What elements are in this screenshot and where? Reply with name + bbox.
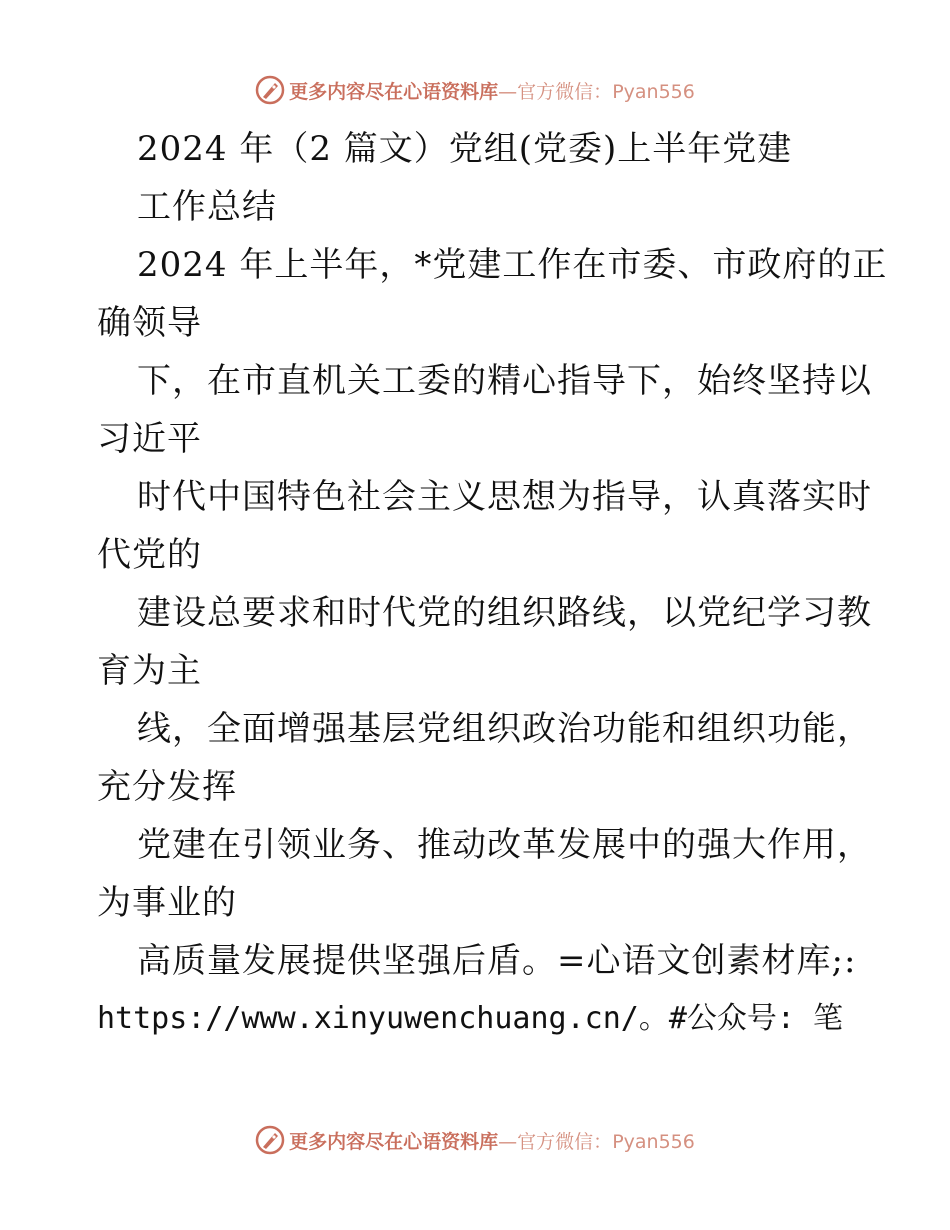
- paragraph-line: 习近平: [97, 419, 202, 459]
- document-title-line-1: 2024 年（2 篇文）党组(党委)上半年党建: [137, 129, 793, 169]
- paragraph-line: 时代中国特色社会主义思想为指导，认真落实时: [137, 477, 872, 517]
- paragraph-line-url: https://www.xinyuwenchuang.cn/。#公众号: 笔: [97, 1001, 844, 1036]
- paragraph-line: 下，在市直机关工委的精心指导下，始终坚持以: [137, 361, 872, 401]
- paragraph-line: 高质量发展提供坚强后盾。=心语文创素材库;:: [137, 941, 857, 981]
- paragraph-line: 党建在引领业务、推动改革发展中的强大作用，: [137, 825, 872, 865]
- paragraph-line: 充分发挥: [97, 767, 237, 807]
- paragraph-line: 确领导: [97, 303, 202, 343]
- paragraph-line: 线，全面增强基层党组织政治功能和组织功能，: [137, 709, 872, 749]
- paragraph-line: 育为主: [97, 651, 202, 691]
- pen-nib-logo-icon: [255, 1125, 285, 1155]
- paragraph-line: 建设总要求和时代党的组织路线，以党纪学习教: [137, 593, 872, 633]
- header-watermark: [0, 70, 950, 110]
- paragraph-line: 代党的: [97, 535, 202, 575]
- document-body: [97, 120, 888, 1048]
- watermark-text: 更多内容尽在心语资料库—官方微信：Pyan556: [289, 1130, 695, 1153]
- paragraph-line: 为事业的: [97, 883, 237, 923]
- watermark-text: 更多内容尽在心语资料库—官方微信：Pyan556: [289, 80, 695, 103]
- pen-nib-logo-icon: [255, 75, 285, 105]
- document-title-line-2: 工作总结: [137, 187, 277, 227]
- footer-watermark: [0, 1120, 950, 1160]
- paragraph-line: 2024 年上半年，*党建工作在市委、市政府的正: [137, 245, 888, 285]
